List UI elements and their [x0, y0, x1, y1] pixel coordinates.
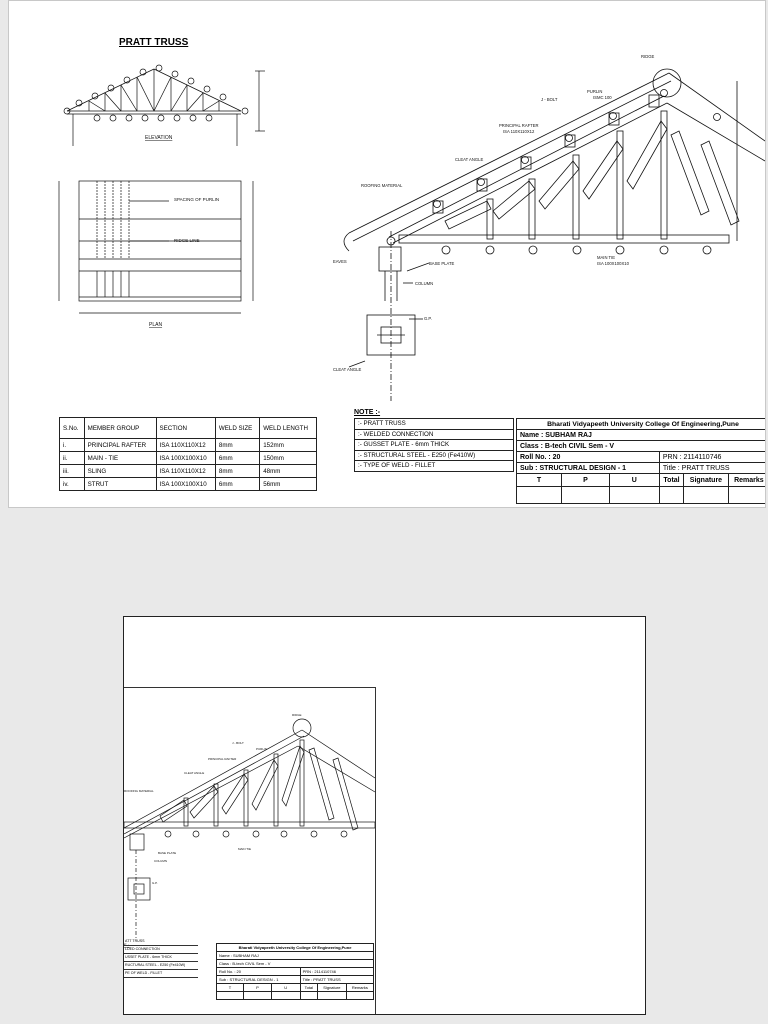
note-item: :- TYPE OF WELD - FILLET — [358, 462, 436, 469]
preview-note-item: PE OF WELD - FILLET — [124, 970, 198, 978]
prn-number: PRN : 2114110746 — [659, 452, 766, 463]
svg-text:ROOFING MATERIAL: ROOFING MATERIAL — [124, 789, 154, 793]
preview-class: Class : B-tech CIVIL Sem - V — [217, 960, 374, 968]
main-tie-size-label: ISA 100X100X10 — [597, 261, 629, 266]
cell: iii. — [60, 465, 85, 478]
preview-note-item: ATT TRUSS — [124, 938, 198, 946]
preview-grade-header: Total — [300, 984, 317, 992]
svg-text:PRINCIPAL RAFTER: PRINCIPAL RAFTER — [208, 757, 237, 761]
notes-box — [354, 409, 514, 472]
svg-text:BASE PLATE: BASE PLATE — [158, 851, 177, 855]
preview-grade-header: Remarks — [346, 984, 373, 992]
cell: 56mm — [260, 478, 317, 491]
cell: ISA 110X110X12 — [156, 465, 215, 478]
grade-header: Remarks — [728, 474, 766, 487]
col-header: WELD LENGTH — [260, 418, 317, 439]
j-bolt-label: J - BOLT — [541, 97, 558, 102]
main-tie-label: MAIN TIE — [597, 255, 616, 260]
table-row — [60, 478, 317, 491]
eaves-label: EAVES — [333, 259, 347, 264]
gp-label: G.P. — [424, 316, 432, 321]
elevation-view — [64, 65, 265, 146]
cell: 150mm — [260, 452, 317, 465]
table-row — [60, 465, 317, 478]
svg-text:G.P.: G.P. — [152, 881, 158, 885]
grade-header: Total — [659, 474, 683, 487]
cell: 6mm — [215, 452, 259, 465]
preview-prn: PRN : 2114110746 — [300, 968, 373, 976]
grade-header: U — [609, 474, 659, 487]
preview-roll: Roll No. : 20 — [217, 968, 301, 976]
cell: 152mm — [260, 439, 317, 452]
roofing-material-label: ROOFING MATERIAL — [361, 183, 403, 188]
col-header: MEMBER GROUP — [84, 418, 156, 439]
ridge-label: RIDGE — [641, 54, 655, 59]
plan-view — [59, 181, 253, 313]
drawing-title-field: Title : PRATT TRUSS — [659, 463, 766, 474]
purlin-size-label: ISMC 100 — [593, 95, 612, 100]
college-name: Bharati Vidyapeeth University College Of Engineering,Pune — [517, 419, 767, 430]
notes-title: NOTE :- — [354, 409, 381, 416]
col-header: WELD SIZE — [215, 418, 259, 439]
grade-header: P — [562, 474, 610, 487]
preview-college: Bharati Vidyapeeth University College Of Engineering,Pune — [217, 944, 374, 952]
plan-label: PLAN — [149, 322, 163, 328]
column-label: COLUMN — [415, 281, 434, 286]
preview-grade-header: P — [244, 984, 272, 992]
grade-header: Signature — [684, 474, 729, 487]
svg-text:CLEAT ANGLE: CLEAT ANGLE — [184, 771, 205, 775]
cell: ii. — [60, 452, 85, 465]
purlin-label: PURLIN — [587, 89, 603, 94]
svg-text:J - BOLT: J - BOLT — [232, 741, 244, 745]
cleat-angle-label-2: CLEAT ANGLE — [333, 367, 362, 372]
cell: ISA 110X110X12 — [156, 439, 215, 452]
cell: i. — [60, 439, 85, 452]
drawing-title: PRATT TRUSS — [119, 37, 189, 48]
svg-text:RIDGE: RIDGE — [292, 713, 302, 717]
preview-grade-header: T — [217, 984, 244, 992]
preview-grade-cell — [318, 992, 347, 1000]
preview-name: Name : SUBHAM RAJ — [217, 952, 374, 960]
cell: 8mm — [215, 439, 259, 452]
cell: iv. — [60, 478, 85, 491]
member-schedule-table — [59, 417, 317, 491]
grade-cell — [728, 487, 766, 504]
svg-text:COLUMN: COLUMN — [154, 859, 168, 863]
drawing-sheet — [8, 0, 766, 508]
cell: 8mm — [215, 465, 259, 478]
cell: 6mm — [215, 478, 259, 491]
preview-notes — [124, 938, 198, 978]
preview-drawing-crop — [124, 687, 376, 1014]
preview-grade-cell — [217, 992, 244, 1000]
base-plate-label: BASE PLATE — [429, 261, 455, 266]
preview-grade-cell — [244, 992, 272, 1000]
principal-rafter-label: PRINCIPAL RAFTER — [499, 123, 539, 128]
grade-cell — [517, 487, 562, 504]
preview-sheet — [123, 616, 646, 1015]
svg-text:PURLIN: PURLIN — [256, 747, 268, 751]
cell: SLING — [84, 465, 156, 478]
col-header: SECTION — [156, 418, 215, 439]
elevation-label: ELEVATION — [145, 135, 173, 141]
preview-title: Title : PRATT TRUSS — [300, 976, 373, 984]
grade-cell — [684, 487, 729, 504]
preview-grade-header: U — [271, 984, 300, 992]
note-item: :- PRATT TRUSS — [355, 419, 513, 430]
cell: STRUT — [84, 478, 156, 491]
grade-cell — [659, 487, 683, 504]
grade-cell — [609, 487, 659, 504]
preview-note-item: USSET PLATE - 6mm THICK — [124, 954, 198, 962]
half-truss-detail — [344, 69, 765, 401]
preview-grade-header: Signature — [318, 984, 347, 992]
note-item: :- WELDED CONNECTION — [355, 430, 513, 441]
table-row — [60, 452, 317, 465]
grade-header: T — [517, 474, 562, 487]
grade-cell — [562, 487, 610, 504]
spacing-purlin-label: SPACING OF PURLIN — [174, 197, 220, 202]
student-class: Class : B-tech CIVIL Sem - V — [517, 441, 767, 452]
col-header: S.No. — [60, 418, 85, 439]
cleat-angle-label: CLEAT ANGLE — [455, 157, 484, 162]
principal-rafter-size-label: ISA 110X110X12 — [503, 129, 535, 134]
preview-note-item: RUCTURAL STEEL - E250 (Fe410W) — [124, 962, 198, 970]
preview-subject: Sub : STRUCTURAL DESIGN - 1 — [217, 976, 301, 984]
student-name: Name : SUBHAM RAJ — [517, 430, 767, 441]
cell: ISA 100X100X10 — [156, 478, 215, 491]
subject: Sub : STRUCTURAL DESIGN - 1 — [517, 463, 660, 474]
svg-text:E :-: E :- — [124, 942, 131, 947]
ridge-line-label: RIDGE LINE — [174, 238, 200, 243]
preview-grade-cell — [300, 992, 317, 1000]
cell: PRINCIPAL RAFTER — [84, 439, 156, 452]
title-block — [516, 418, 766, 504]
cell: ISA 100X100X10 — [156, 452, 215, 465]
preview-grade-cell — [346, 992, 373, 1000]
note-item: :- GUSSET PLATE - 6mm THICK — [355, 440, 513, 451]
preview-grade-cell — [271, 992, 300, 1000]
svg-text:MAIN TIE: MAIN TIE — [238, 847, 251, 851]
table-row — [60, 439, 317, 452]
note-item: :- STRUCTURAL STEEL - E250 (Fe410W) — [355, 451, 513, 462]
preview-title-block — [216, 943, 374, 1000]
roll-number: Roll No. : 20 — [517, 452, 660, 463]
cell: 48mm — [260, 465, 317, 478]
preview-note-item: LDED CONNECTION — [124, 946, 198, 954]
cell: MAIN - TIE — [84, 452, 156, 465]
